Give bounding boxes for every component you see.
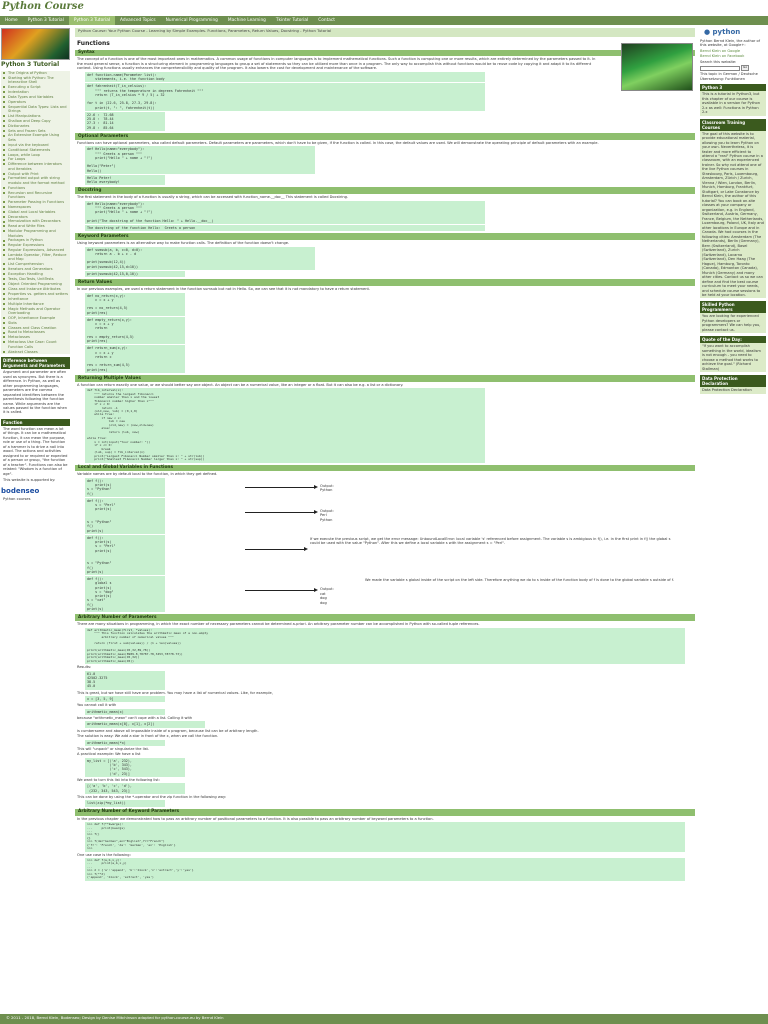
sidebar-image — [1, 28, 70, 60]
paragraph: is cumbersome and above all impossible inside of a program, because list can be of arbitrary length. — [77, 728, 259, 733]
section-kwargs-text: In the previous chapter we demonstrated how to pass an arbitrary number of positional parameters to a function. It is also possible to pass an arbitrary number of keyword parameters to a function. — [77, 816, 434, 821]
nav-python3-tutorial-active[interactable]: Python 3 Tutorial — [69, 16, 115, 25]
example-row — [75, 535, 695, 575]
sidebar-toc-link[interactable]: Loops, while Loop — [1, 152, 70, 157]
sidebar-box-head: Function — [1, 419, 70, 426]
box-head-classroom: Classroom Training Courses — [700, 119, 766, 131]
explanation-text: If we execute the previous script, we get the error message: UnboundLocalError: local variable 's' referenced before assignment. The variable s is ambigious in f(), i.e. in the first print in f() the global s could be used with the value "Python". After this we define a local variable s with the assignment s = "Perl". — [310, 536, 671, 546]
output-block: Hello Peter! Hello everybody! — [85, 175, 165, 186]
sidebar-box-function — [1, 419, 70, 477]
sidebar-toc-link[interactable]: Lambda Operator, Filter, Reduce and Map — [1, 253, 70, 262]
sidebar-toc-link[interactable]: Regular Expressions, Advanced — [1, 248, 70, 253]
sidebar-toc-link[interactable]: Class and Instance Attributes — [1, 287, 70, 292]
sidebar-toc-link[interactable]: List Manipulations — [1, 114, 70, 119]
sidebar-toc-link[interactable]: Formatted output with string modulo and the format method — [1, 176, 70, 185]
nav-advanced-topics[interactable]: Advanced Topics — [120, 18, 156, 23]
sidebar-toc-link[interactable]: Metaclasses — [1, 335, 70, 340]
sidebar-toc-link[interactable]: Metaclass Use Case: Count Function Calls — [1, 340, 70, 349]
output-block: 22.6 : 72.68 25.8 : 78.44 27.3 : 81.14 29.8 : 85.64 — [85, 112, 165, 131]
sidebar-toc-link[interactable]: Classes and Class Creation — [1, 325, 70, 330]
sidebar-toc-link[interactable]: Indentation — [1, 90, 70, 95]
site-logo[interactable]: Python Course — [2, 1, 84, 12]
code-block: def fahrenheit(T_in_celsius): """ returns the temperature in degrees Fahrenheit """ return (T_in_celsius * 9 / 5) + 32 for t in (22.6, 25.8, 27.3, 29.8): print(t, ": ", fahrenheit(t)) — [85, 83, 485, 111]
code-block: def f(): global s print(s) s = "dog" print(s) s = "cat" f() print(s) — [85, 576, 165, 612]
section-keyword-heading: Keyword Parameters — [75, 233, 695, 240]
section-local-global-text: Variable names are by default local to the function, in which they get defined. — [77, 472, 218, 477]
nav-machine-learning[interactable]: Machine Learning — [227, 18, 266, 23]
paragraph: because "arithmetic_mean" can't cope with a list. Calling it with — [77, 715, 193, 720]
sidebar-toc-link[interactable]: For Loops — [1, 157, 70, 162]
code-block: [('a', 'b', 'c', 'd'), (232, 343, 543, 23)] — [85, 783, 185, 794]
output-block: The docstring of the function Hello: Greets a person — [85, 225, 485, 231]
sidebar-toc-link[interactable]: Recursion and Recursive Functions — [1, 190, 70, 199]
author-text: Python Bernd Klein, the author of this website, at Google+: — [700, 39, 761, 48]
code-block: list(zip(*my_list)) — [85, 800, 165, 806]
code-block: def arithmetic_mean(first, *values): """ This function calculates the arithmetic mean of a non-empty arbitrary number of numerical values """ return (first + sum(values)) / (1 + len(values)) print(arithmetic_mean(45,32,89,78)) print(arithmetic_mean(8989.8,78787.78,3453,78778.73)) print(arithmetic_mean(45,32)) print(arithmetic_mean(45)) — [85, 628, 685, 664]
sidebar-toc-link[interactable]: Magic Methods and Operator Overloading — [1, 306, 70, 315]
nav-contact[interactable]: Contact — [318, 18, 335, 23]
section-local-global-heading: Local and Global Variables in Functions — [75, 465, 695, 472]
code-block: def function-name(Parameter list): statements, i.e. the function body — [85, 72, 485, 83]
sidebar-box-body: Argument and parameter are often used as synonyms. But there is a difference. In Python, as well as other programming languages, parameters are the comma separated identifiers between the parenthesis following the function name. While arguments are the values passed to the function when it is called. — [3, 370, 68, 415]
sidebar-toc-link[interactable]: Inheritance — [1, 296, 70, 301]
box-head-skilled: Skilled Python Programmers — [700, 301, 766, 313]
paragraph: One use case is the following: — [77, 852, 131, 857]
nav-numerical-programming[interactable]: Numerical Programming — [165, 18, 218, 23]
sidebar-toc-link[interactable]: Abstract Classes — [1, 349, 70, 354]
sidebar-toc-link[interactable]: Dictionaries — [1, 123, 70, 128]
box-body-python3: This is a tutorial in Python3, but this chapter of our course is available in a version for Python 2.x as well: Functions in Python 2.x — [700, 91, 766, 115]
section-docstring-text: The first statement in the body of a function is usually a string, which can be accessed with function_name.__doc__ This statement is called Docstring. — [77, 195, 349, 200]
sidebar-toc-link[interactable]: Exception Handling — [1, 272, 70, 277]
paragraph: This can be done by using the *-operator and the zip function in the following way: — [77, 794, 227, 799]
left-sidebar — [1, 28, 70, 998]
sidebar-toc-link[interactable]: Regular Expressions — [1, 243, 70, 248]
output-label: Output: Perl Python — [320, 508, 334, 522]
bodenseo-logo: bodenseo — [1, 486, 40, 495]
main-content — [75, 28, 695, 1013]
paragraph: We want to turn this list into the following list: — [77, 777, 160, 782]
nav-home[interactable]: Home — [5, 18, 18, 23]
box-body-classroom: The goal of this website is to provide educational material, allowing you to learn Python on your own. Nevertheless, it is faster and more efficient to attend a "real" Python course in a classroom, with an experienced trainer. So why not attend one of the live Python courses in Strasbourg, Paris, Luxembourg, Amsterdam, Zürich / Zurich, Vienna / Wien, London, Berlin, Munich, Hamburg, Frankfurt, Stuttgart, or Lake Constance by Bernd Klein, the author of this tutorial? You can book on-site classes at your company or organization, e.g. in England, Switzerland, Austria, Germany, France, Belgium, the Netherlands, Luxembourg, Poland, UK, Italy and other locations in Europe and in Canada. We had courses in the following cities: Amsterdam (The Netherlands), Berlin (Germany), Bern (Switzerland), Basel (Switzerland), Zurich (Switzerland), Locarno (Switzerland), Den Haag (The Hague), Hamburg, Toronto (Canada), Edmonton (Canada), Munich (Germany) and many other cities. Contact us so we can define and find the best course curriculum to meet your needs, and schedule course sessions to be held at your location. — [700, 131, 766, 299]
sidebar-toc-link[interactable]: Operators — [1, 99, 70, 104]
arrow-icon — [245, 549, 305, 550]
code-block: my_list = [('a', 232), ('b', 343), ('c', 543), ('d', 23)] — [85, 758, 185, 777]
sidebar-toc-link[interactable]: Namespaces — [1, 204, 70, 209]
nav-python3-tutorial[interactable]: Python 3 Tutorial — [27, 18, 64, 23]
section-docstring-heading: Docstring — [75, 187, 695, 194]
section-optional-text: Functions can have optional parameters, also called default parameters. Default parameters are parameters, which don't have to be given, if the function is called. In this case, the default values are used. We will demonstrate the operating principle of default parameters with an example. — [77, 140, 599, 145]
section-arbitrary-text: There are many situations in programming, in which the exact number of necessary parameters cannot be determined a-priori. An arbitrary parameter number can be accomplished in Python with so-called tuple references. — [77, 622, 480, 627]
sidebar-toc-link[interactable]: Multiple Inheritance — [1, 301, 70, 306]
sidebar-toc-link[interactable]: Packages in Python — [1, 238, 70, 243]
sidebar-toc-link[interactable]: An Extensive Example Using Sets — [1, 133, 70, 142]
author-google-link[interactable]: Bernd Klein on Google — [700, 48, 741, 53]
code-block: def return_sum(x,y): c = x + y return c res = return_sum(4,5) print(res) — [85, 345, 185, 373]
paragraph: A practical example: We have a list — [77, 752, 141, 757]
sidebar-toc-link[interactable]: Memoization with Decorators — [1, 219, 70, 224]
example-row — [75, 478, 695, 497]
sidebar-toc-link[interactable]: Slots — [1, 320, 70, 325]
code-block: def Hello(name="everybody"): """ Greets a person """ print("Hello " + name + "!") Hello("Peter") Hello() — [85, 146, 315, 174]
section-return-heading: Return Values — [75, 279, 695, 286]
sidebar-toc-link[interactable]: input via the keyboard — [1, 142, 70, 147]
output-label: Output: Python — [320, 483, 334, 493]
sidebar-toc-link[interactable]: Iterators and Generators — [1, 267, 70, 272]
sidebar-toc-link[interactable]: The Origins of Python — [1, 71, 70, 76]
box-head-quote: Quote of the Day: — [700, 336, 766, 343]
python-logo: ● python — [704, 28, 741, 36]
section-syntax-text: The concept of a function is one of the most important ones in mathematics. A common usage of functions in computer languages is to implement mathematical functions. Such a function is computing one or more results, which are entirely determined by the parameters passed to it. In the most general sense, a function is a structuring element in programming languages to group a set of statements so they can be utilized more than once in a program. The only way to accomplish this without functions would be to reuse code by copying it and adapt it to its different context. Using functions usually enhances the comprehensibility and quality of the program. It also lowers the cost for development and maintenance of the software. — [77, 57, 596, 71]
search-label: Search this website: — [700, 59, 737, 64]
code-block: arithmetic_mean(*x) — [85, 740, 165, 746]
section-multiple-text: A function can return exactly one value, or we should better say one object. An object can be a numerical value, like an integer or a float. But it can also be e.g. a list or a dictionary. — [77, 382, 404, 387]
code-block: def empty_return(x,y): c = x + y return res = empty_return(4,5) print(res) — [85, 317, 185, 345]
example-row — [75, 498, 695, 534]
sidebar-toc — [1, 71, 70, 355]
paragraph: The solution is easy: We add a star in front of the x, when we call the function. — [77, 734, 219, 739]
arrow-icon — [245, 590, 315, 591]
section-keyword-text: Using keyword parameters is an alternative way to make function calls. The definition of the function doesn't change. — [77, 241, 290, 246]
paragraph: This will "unpack" or singularize the list. — [77, 746, 150, 751]
code-block: def no_return(x,y): c = x + y res = no_return(4,5) print(res) — [85, 293, 185, 316]
sidebar-toc-link[interactable]: Object Oriented Programming — [1, 282, 70, 287]
sidebar-toc-link[interactable]: Properties vs. getters and setters — [1, 292, 70, 297]
output-block: 61.0 42502.3275 38.5 45.0 — [85, 671, 165, 690]
sidebar-toc-link[interactable]: Read and Write Files — [1, 224, 70, 229]
section-multiple-heading: Returning Multiple Values — [75, 375, 695, 382]
sponsor-text: This website is supported by: — [3, 478, 56, 483]
box-body-quote: "If you want to accomplish something in the world, idealism is not enough - you need to choose a method that works to achieve the goal." (Richard Stallman) — [700, 343, 766, 372]
code-block: def f(): print(s) s = "Perl" print(s) s = "Python" f() print(s) — [85, 535, 165, 575]
sidebar-toc-link[interactable]: Output with Print — [1, 171, 70, 176]
sidebar-toc-link[interactable]: Executing a Script — [1, 85, 70, 90]
german-translation-text: This topic in German / Deutsche Übersetzung: Funktionen — [700, 72, 758, 81]
sidebar-title: Python 3 Tutorial — [1, 61, 60, 68]
code-block: def f(): s = "Perl" print(s) s = "Python" f() print(s) — [85, 498, 165, 534]
sidebar-toc-link[interactable]: Data Types and Variables — [1, 95, 70, 100]
box-head-data-protection: Data Protection Declaration — [700, 375, 766, 387]
sidebar-toc-link[interactable]: Global and Local Variables — [1, 209, 70, 214]
search-go-button[interactable]: Go — [743, 65, 748, 70]
section-return-text: In our previous examples, we used a return statement in the function sumsub but not in Hello. So, we can see that it is not mandatory to have a return statement. — [77, 287, 371, 292]
search-row — [700, 65, 766, 71]
code-block: def Hello(name="everybody"): """ Greets a person """ print("Hello " + name + "!") print("The docstring of the function Hello: " + Hello.__doc__) — [85, 201, 485, 224]
page-title: Functions — [77, 40, 110, 47]
sidebar-box-arguments — [1, 357, 70, 416]
sidebar-toc-link[interactable]: Sequential Data Types: Lists and Strings — [1, 104, 70, 113]
paragraph: You cannot call it with — [77, 703, 117, 708]
explanation-text: We made the variable s global inside of the script on the left side. Therefore anything we do to s inside of the function body of f is done to the global variable s outside of f. — [365, 578, 674, 583]
code-block: print(sumsub(42,15,0,10)) — [85, 271, 185, 277]
top-nav — [0, 16, 768, 25]
results-label: Results: — [77, 665, 92, 670]
sidebar-toc-link[interactable]: Difference between interators and Iterables — [1, 162, 70, 171]
code-block: x = [3, 5, 9] — [85, 696, 165, 702]
sidebar-toc-link[interactable]: Decorators — [1, 214, 70, 219]
sidebar-toc-link[interactable]: Starting with Python: The Interactive Shell — [1, 76, 70, 85]
site-header — [0, 0, 768, 16]
data-protection-link[interactable]: Data Protection Declaration — [700, 387, 766, 393]
section-optional-heading: Optional Parameters — [75, 133, 695, 140]
code-block: arithmetic_mean(x[0], x[1], x[2]) — [85, 721, 205, 727]
right-sidebar — [700, 28, 766, 998]
box-body-skilled: You are looking for experienced Python developers or programmers? We can help you, please contact us. — [700, 313, 766, 333]
section-kwargs-heading: Arbitrary Number of Keyword Parameters — [75, 809, 695, 816]
output-label: Output: cat dog dog — [320, 587, 334, 605]
code-block: def f(): print(s) s = "Python" f() — [85, 478, 165, 497]
sidebar-box-head: Difference between Arguments and Parameters — [1, 357, 70, 369]
sidebar-toc-link[interactable]: Parameter Passing in Functions — [1, 200, 70, 205]
code-block: >>> def f(a,b,x,y): ... print(a,b,x,y) ... >>> d = {'a':'append', 'b':'block','x':'extract','y':'yes'} >>> f(**d) ('append', 'block', 'extract', 'yes') — [85, 858, 685, 881]
sponsor-subtitle: Python courses — [3, 496, 31, 501]
sidebar-toc-link[interactable]: Tests, DocTests, UnitTests — [1, 277, 70, 282]
sidebar-toc-link[interactable]: Road to Metaclasses — [1, 330, 70, 335]
code-block: def sumsub(a, b, c=0, d=0): return a - b + c - d print(sumsub(12,4)) print(sumsub(42,15,d=10)) — [85, 247, 315, 270]
arrow-icon — [245, 512, 315, 513]
article-image — [621, 43, 693, 91]
sidebar-toc-link[interactable]: OOP, Inheritance Example — [1, 315, 70, 320]
sidebar-toc-link[interactable]: Functions — [1, 185, 70, 190]
sidebar-toc-link[interactable]: List Comprehension — [1, 262, 70, 267]
nav-tkinter-tutorial[interactable]: Tkinter Tutorial — [275, 18, 309, 23]
code-block: def fib_interval(x): """ returns the largest fibonacci number smaller than x and the lowest fibonacci number higher than x""" if x < 0: return -1 (old,new, lub) = (0,1,0) while True: if new < x: lub = new (old,new) = (new,old+new) else: return (lub, new) while True: x = int(input("Your number: ")) if x <= 0: break (lub, sup) = fib_interval(x) print("Largest Fibonacci Number smaller than x: " + str(lub)) print("Smallest Fibonacci Number larger than x: " + str(sup)) — [85, 388, 485, 462]
page-footer: © 2011 - 2018, Bernd Klein, Bodenseo; Design by Denise Mitchinson adapted for python-course.eu by Bernd Klein — [0, 1014, 768, 1024]
sidebar-toc-link[interactable]: Conditional Statements — [1, 147, 70, 152]
section-arbitrary-heading: Arbitrary Number of Parameters — [75, 614, 695, 621]
page-banner: Python Course: Your Python Course - Learning by Simple Examples. Functions, Parameters, Return Values, Docstring - Python Tutorial — [75, 28, 695, 37]
box-head-python3: Python 3 — [700, 84, 766, 91]
code-block: arithmetic_mean(x) — [85, 709, 165, 715]
sidebar-toc-link[interactable]: Shallow and Deep Copy — [1, 118, 70, 123]
arrow-icon — [245, 487, 315, 488]
sidebar-box-body: The word function can mean a lot of things. It can be a mathematical function, it can mean the purpose, role or use of a thing. The function of a hammer is to drive a nail into wood. The actions and activities assigned to or required or expected of a person or group, "the function of a teacher". Functions can also be related: "Wisdom is a function of age". — [3, 426, 68, 476]
sidebar-toc-link[interactable]: Sets and Frozen Sets — [1, 128, 70, 133]
section-syntax-heading: Syntax — [75, 50, 695, 57]
example-row — [75, 576, 695, 612]
sidebar-toc-link[interactable]: Modular Programming and Modules — [1, 229, 70, 238]
code-block: >>> def f(**kwargs): ... print(kwargs) ... >>> f() {} >>> f(de="German",en="English",fr="French") {'fr': 'French', 'de': 'German', 'en': 'English'} >>> — [85, 822, 685, 852]
author-facebook-link[interactable]: Bernd Klein on Facebook — [700, 54, 745, 59]
paragraph: This is great, but we have still have one problem. You may have a list of numerical values. Like, for example, — [77, 690, 273, 695]
search-input[interactable] — [700, 66, 740, 71]
sponsor-logo[interactable] — [1, 487, 70, 501]
